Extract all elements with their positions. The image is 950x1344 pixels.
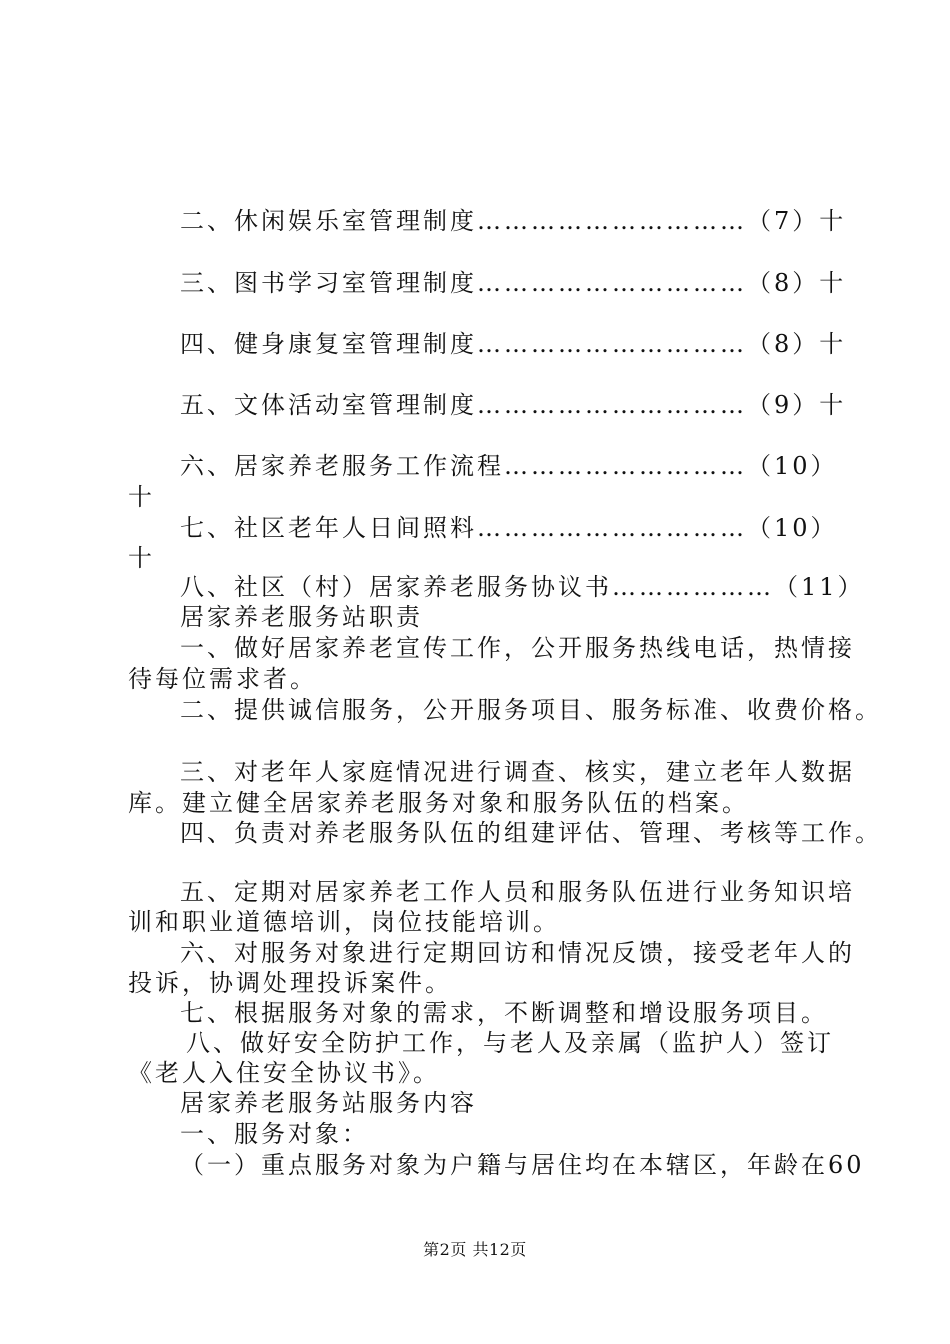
toc-line: 八、社区（村）居家养老服务协议书………………（11） xyxy=(180,573,865,601)
paragraph-line: 四、负责对养老服务队伍的组建评估、管理、考核等工作。 xyxy=(180,819,882,847)
paragraph-line: 一、做好居家养老宣传工作，公开服务热线电话，热情接 xyxy=(180,634,855,662)
toc-line: 三、图书学习室管理制度…………………………（8）十 xyxy=(180,269,847,297)
paragraph-line: 三、对老年人家庭情况进行调查、核实，建立老年人数据 xyxy=(180,758,855,786)
paragraph-line: 《老人入住安全协议书》。 xyxy=(128,1059,440,1087)
paragraph-line: 五、定期对居家养老工作人员和服务队伍进行业务知识培 xyxy=(180,878,855,906)
paragraph-line: 七、根据服务对象的需求，不断调整和增设服务项目。 xyxy=(180,999,828,1027)
toc-line: 四、健身康复室管理制度…………………………（8）十 xyxy=(180,330,847,358)
page-footer: 第2页 共12页 xyxy=(423,1240,527,1259)
section-title: 居家养老服务站服务内容 xyxy=(180,1089,477,1117)
paragraph-line: 投诉，协调处理投诉案件。 xyxy=(128,969,452,997)
toc-line: 六、居家养老服务工作流程………………………（10） xyxy=(180,452,838,480)
paragraph-line: 待每位需求者。 xyxy=(128,665,317,693)
paragraph-line: 八、做好安全防护工作，与老人及亲属（监护人）签订 xyxy=(186,1029,834,1057)
toc-line: 七、社区老年人日间照料…………………………（10） xyxy=(180,514,838,542)
paragraph-line: （一）重点服务对象为户籍与居住均在本辖区，年龄在60 xyxy=(180,1151,865,1179)
paragraph-line: 六、对服务对象进行定期回访和情况反馈，接受老年人的 xyxy=(180,939,855,967)
toc-line: 五、文体活动室管理制度…………………………（9）十 xyxy=(180,391,847,419)
paragraph-line: 二、提供诚信服务，公开服务项目、服务标准、收费价格。 xyxy=(180,696,882,724)
paragraph-line: 库。建立健全居家养老服务对象和服务队伍的档案。 xyxy=(128,789,749,817)
toc-line-wrap: 十 xyxy=(128,544,155,572)
section-title: 居家养老服务站职责 xyxy=(180,603,423,631)
toc-line: 二、休闲娱乐室管理制度…………………………（7）十 xyxy=(180,207,847,235)
paragraph-line: 训和职业道德培训，岗位技能培训。 xyxy=(128,908,560,936)
toc-line-wrap: 十 xyxy=(128,483,155,511)
paragraph-line: 一、服务对象： xyxy=(180,1120,369,1148)
